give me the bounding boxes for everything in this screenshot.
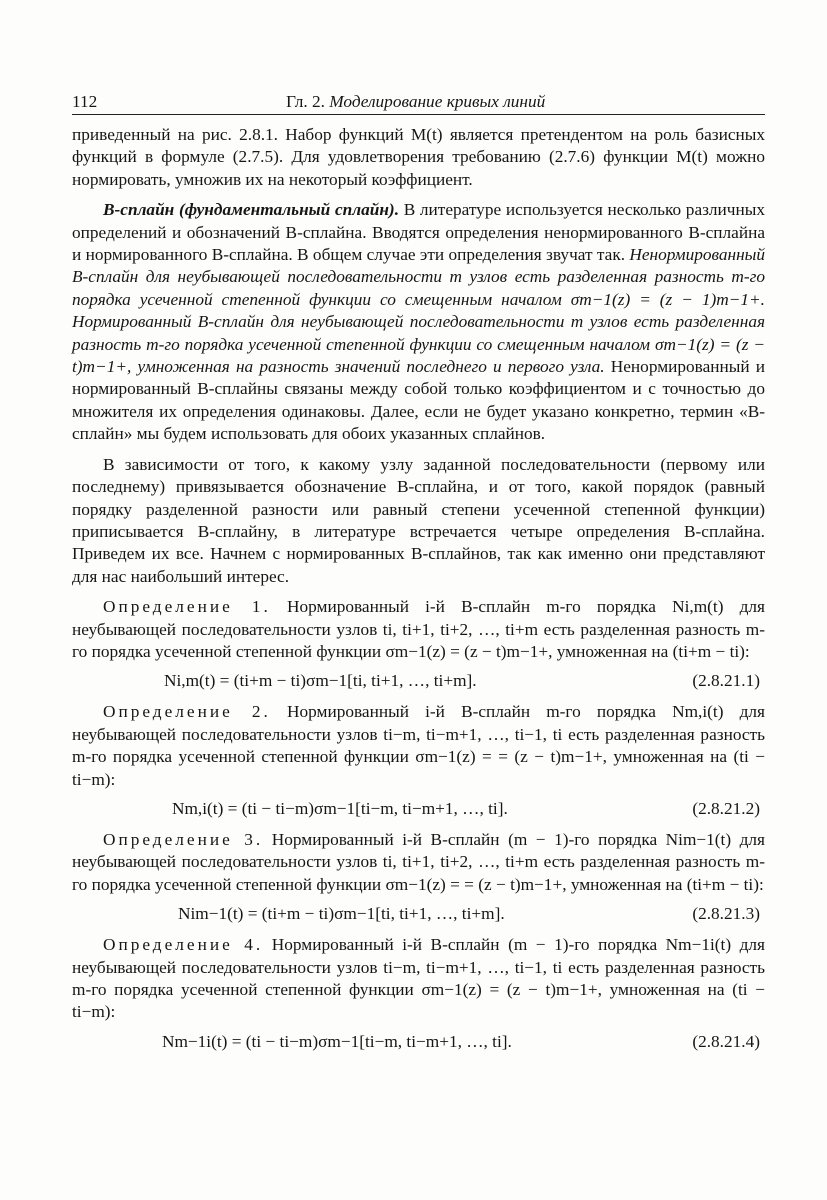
definition-2-text: Нормированный i-й B-сплайн m-го порядка Nm,i(t) для неубывающей последовательности узлов ti−m, ti−m+1, …, ti−1, ti есть разделенная разность m-го порядка усеченной степенной функции σm−1(z) = = (z − t)m−1+, умноженная на (ti − ti−m): (72, 702, 765, 789)
paragraph-bspline-text-a: В литературе используется несколько различных определений и обозначений B-сплайна. Вводятся определения ненормированного B-сплайна и нормированного B-сплайна. В общем случае эти определения звучат так. (72, 200, 765, 265)
definition-4-text: Нормированный i-й B-сплайн (m − 1)-го порядка Nm−1i(t) для неубывающей последовательности узлов ti−m, ti−m+1, …, ti−1, ti есть разделенная разность m-го порядка усеченной степенной функции σm−1(z) = (z − t)m−1+, умноженная на (ti − ti−m): (72, 935, 765, 1022)
definition-2-label: Определение 2. (103, 702, 271, 722)
chapter-prefix: Гл. 2. (286, 92, 325, 111)
running-head (72, 88, 765, 115)
definition-3-label: Определение 3. (103, 829, 264, 849)
formula-4-number: (2.8.21.4) (692, 1031, 760, 1051)
paragraph-intro: приведенный на рис. 2.8.1. Набор функций M(t) является претендентом на роль базисных функций в формуле (2.7.5). Для удовлетворения требованию (2.7.6) функции M(t) можно нормировать, умножив их на некоторый коэффициент. (72, 125, 765, 189)
formula-4-body: Nm−1i(t) = (ti − ti−m)σm−1[ti−m, ti−m+1, …, ti]. (162, 1031, 512, 1051)
definition-3 (72, 829, 765, 896)
formula-3-number: (2.8.21.3) (692, 904, 760, 924)
paragraph-bspline-text-b: Ненормированный и нормированный B-сплайны связаны между собой только коэффициентом и с точностью до множителя их определения одинаковы. Далее, если не будет указано конкретно, термин «B-сплайн» мы будем использовать для обоих указанных сплайнов. (72, 357, 766, 444)
formula-3 (72, 903, 765, 925)
paragraph-bspline (72, 199, 765, 445)
definition-1 (72, 596, 765, 663)
chapter-name: Моделирование кривых линий (329, 92, 546, 111)
formula-1-number: (2.8.21.1) (692, 671, 760, 691)
formula-1 (72, 670, 765, 692)
formula-3-body: Nim−1(t) = (ti+m − ti)σm−1[ti, ti+1, …, ti+m]. (178, 904, 505, 924)
body-text (72, 124, 765, 1062)
section-heading-bspline: B-сплайн (фундаментальный сплайн). (103, 200, 400, 220)
formula-2-body: Nm,i(t) = (ti − ti−m)σm−1[ti−m, ti−m+1, …, ti]. (172, 798, 508, 818)
definition-1-label: Определение 1. (103, 597, 271, 617)
paragraph-dependency: В зависимости от того, к какому узлу заданной последовательности (первому или последнему) привязывается обозначение B-сплайна, и от того, какой порядок (равный порядку разделенной разности или равный степени усеченной степенной функции) приписывается B-сплайну, в литературе встречается четыре определения B-сплайна. Приведем их все. Начнем с нормированных B-сплайнов, так как именно они представляют для нас наибольший интерес. (72, 454, 765, 586)
paragraph-bspline-italic: Ненормированный B-сплайн для неубывающей последовательности m узлов есть разделенная разность m-го порядка усеченной степенной функции со смещенным началом σm−1(z) = (z − 1)m−1+. Нормированный B-сплайн для неубывающей последовательности m узлов есть разделенная разность m-го порядка усеченной степенной функции со смещенным началом σm−1(z) = (z − t)m−1+, умноженная на разность значений последнего и первого узла. (72, 245, 765, 377)
formula-1-body: Ni,m(t) = (ti+m − ti)σm−1[ti, ti+1, …, ti+m]. (164, 671, 477, 691)
definition-4 (72, 934, 765, 1024)
definition-3-text: Нормированный i-й B-сплайн (m − 1)-го порядка Nim−1(t) для неубывающей последовательности узлов ti, ti+1, ti+2, …, ti+m есть разделенная разность m-го порядка усеченной степенной функции σm−1(z) = = (z − t)m−1+, умноженная на (ti+m − ti): (72, 829, 765, 894)
page-number: 112 (72, 92, 98, 111)
formula-2 (72, 798, 765, 820)
chapter-title (286, 91, 545, 113)
formula-4 (72, 1031, 765, 1053)
definition-1-text: Нормированный i-й B-сплайн m-го порядка Ni,m(t) для неубывающей последовательности узлов ti, ti+1, ti+2, …, ti+m есть разделенная разность m-го порядка усеченной степенной функции σm−1(z) = (z − t)m−1+, умноженная на (ti+m − ti): (72, 597, 765, 661)
definition-2 (72, 701, 765, 791)
formula-2-number: (2.8.21.2) (692, 798, 760, 818)
definition-4-label: Определение 4. (103, 935, 264, 955)
